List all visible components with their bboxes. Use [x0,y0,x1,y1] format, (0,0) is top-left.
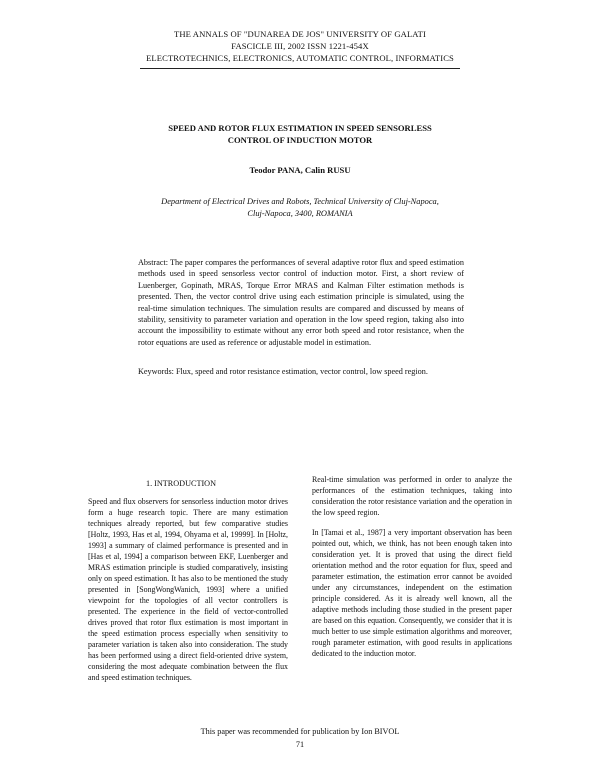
keywords: Keywords: Flux, speed and rotor resistance estimation, vector control, low speed region. [138,367,428,376]
affiliation-line1: Department of Electrical Drives and Robots, Technical University of Cluj-Napoca, [161,197,439,206]
journal-header-line1: THE ANNALS OF "DUNAREA DE JOS" UNIVERSITY OF GALATI [174,29,426,39]
authors: Teodor PANA, Calin RUSU [249,165,351,175]
right-column [312,474,512,659]
paper-title [0,123,600,146]
left-column [88,496,288,683]
page-number: 71 [295,740,305,749]
intro-paragraph-3: In [Tamai et al., 1987] a very important observation has been pointed out, which, we think, has not been enough taken into consideration yet. It is proved that using the direct field orientation method and the rotor equation for flux, speed and parameter estimation, the estimation error cannot be avoided under any circumstances, independent on the estimation principle considered. As it is already well known, all the adaptive methods including those studied in the present paper are based on this equation. Consequently, we consider that it is much better to use simple estimation algorithms and moreover, rough parameter estimation, with good results in applications dedicated to the induction motor. [312,528,512,658]
abstract: Abstract: The paper compares the performances of several adaptive rotor flux and speed estimation methods used in speed sensorless vector control of induction motor. First, a short review of Luenberger, Gopinath, MRAS, Torque Error MRAS and Kalman Filter estimation methods is presented. Then, the vector control drive using each estimation principle is simulated, using the real-time simulation techniques. The simulation results are compared and discussed by means of stability, sensitivity to parameter variation and operation in the low speed region, taking also into account the impossibility to estimate without any error both speed and rotor resistance, when the rotor equations are used as reference or adjustable model in estimation. [138,258,464,347]
journal-header-line2: FASCICLE III, 2002 ISSN 1221-454X [231,41,369,51]
recommendation-note: This paper was recommended for publication by Ion BIVOL [200,727,400,736]
intro-paragraph-1: Speed and flux observers for sensorless induction motor drives form a huge research topic. There are many estimation techniques already reported, but few comparative studies [Holtz, 1993, Has et al, 1994, Ohyama et al, 19999]. In [Holtz, 1993] a summary of claimed performance is presented and in [Has et al, 1994] a comparison between EKF, Luenberger and MRAS estimation principle is studied comparatively, insisting only on speed estimation. It has also to be mentioned the study presented in [SongWongWanich, 1993] where a unified viewpoint for the topologies of all vector controllers is presented. The experience in the field of vector-controlled drives proved that rotor flux estimation is most important in the speed estimation process especially when sensitivity to parameter variation is taken also into consideration. The study has been performed using a direct field-oriented drive system, considering the most adequate combination between the flux and speed estimation techniques. [88,497,288,682]
affiliation [120,196,480,219]
section-heading-introduction: 1. INTRODUCTION [145,479,217,488]
journal-header-line3: ELECTROTECHNICS, ELECTRONICS, AUTOMATIC CONTROL, INFORMATICS [146,53,454,63]
affiliation-line2: Cluj-Napoca, 3400, ROMANIA [247,208,353,218]
intro-paragraph-2: Real-time simulation was performed in order to analyze the performances of the estimation techniques, taking into consideration the rotor resistance variation and the operation in the low speed region. [312,475,512,517]
paper-title-line2: CONTROL OF INDUCTION MOTOR [227,134,373,145]
header-divider [140,68,460,69]
paper-title-line1: SPEED AND ROTOR FLUX ESTIMATION IN SPEED SENSORLESS [168,123,432,133]
